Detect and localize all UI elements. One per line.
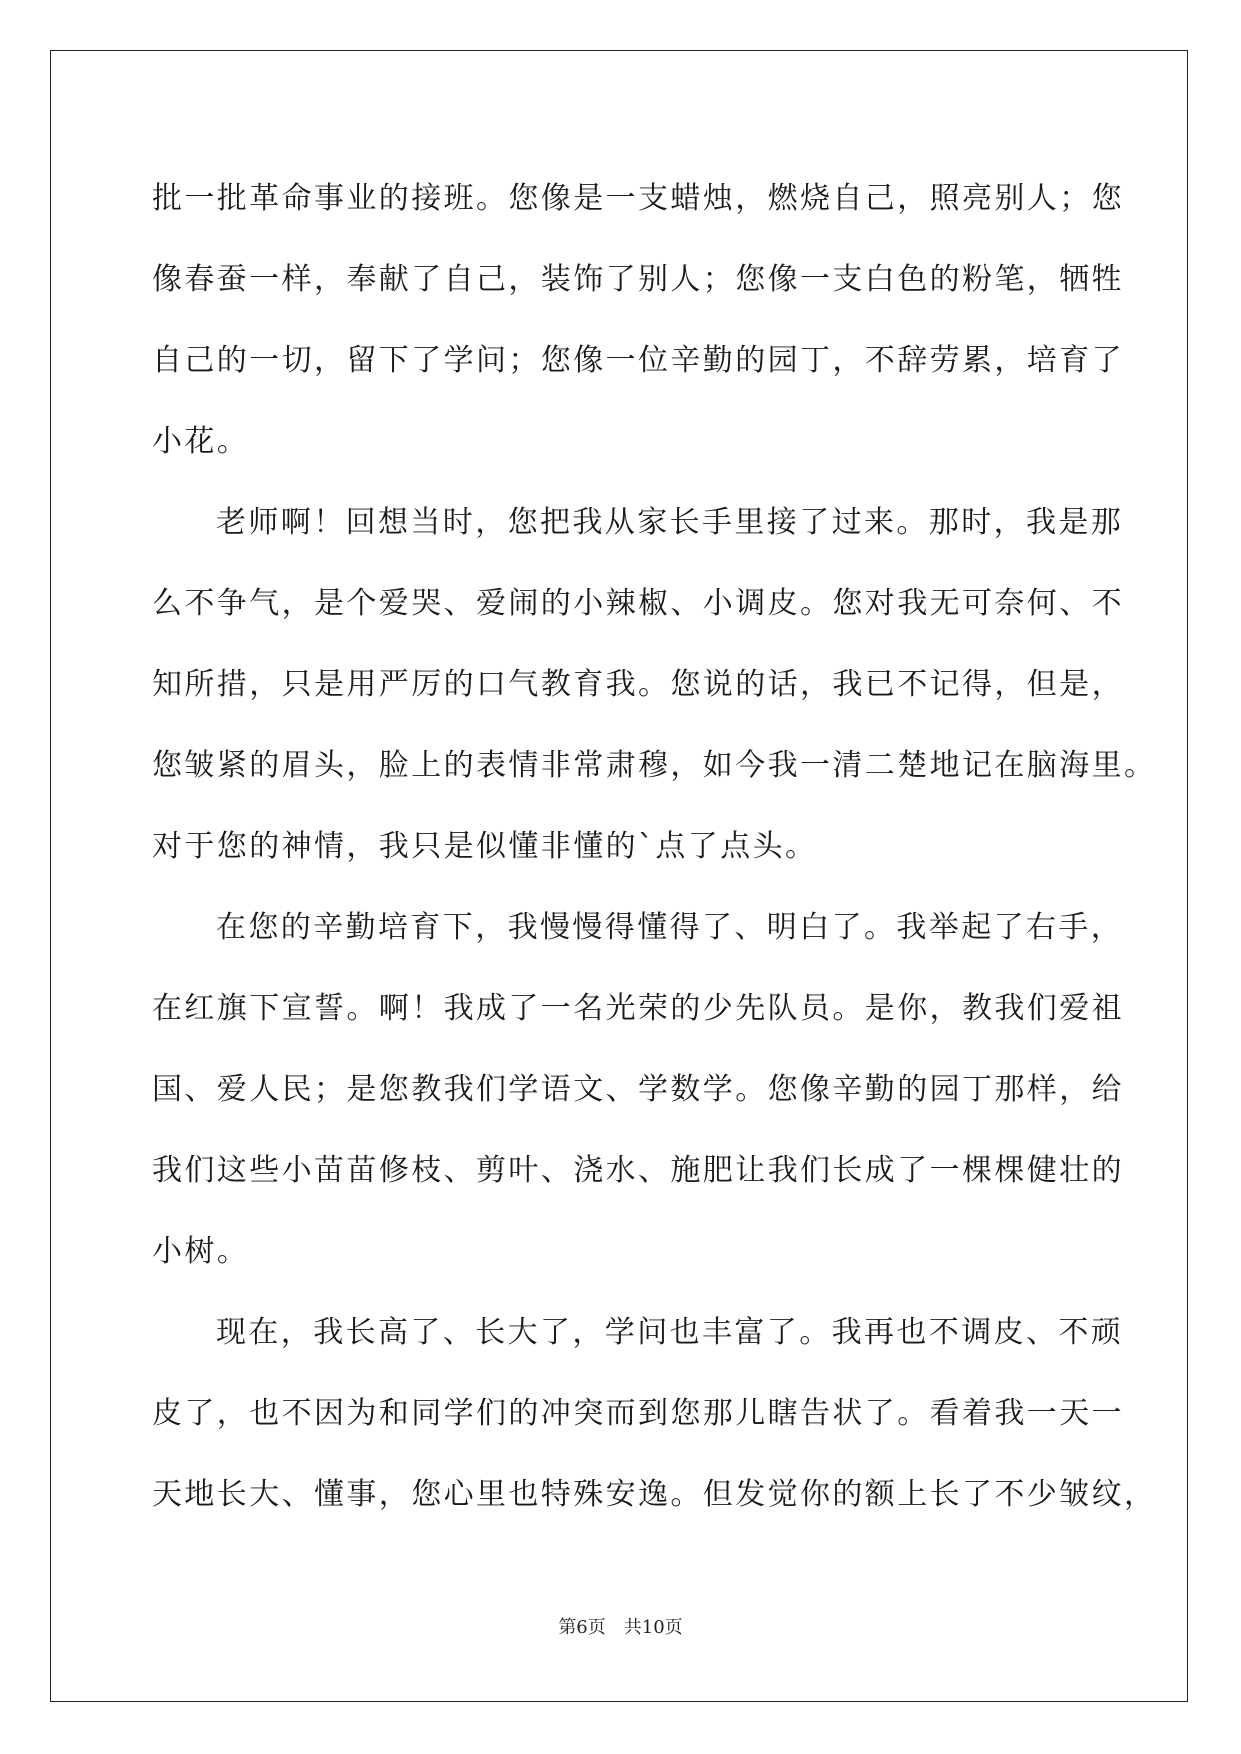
paragraph-first-line: 在您的辛勤培育下，我慢慢得懂得了、明白了。我举起了右手，: [216, 910, 1124, 945]
paragraph-first-line: 现在，我长高了、长大了，学问也丰富了。我再也不调皮、不顽: [216, 1315, 1124, 1350]
paragraph-first-line: 老师啊！回想当时，您把我从家长手里接了过来。那时，我是那: [216, 505, 1124, 540]
text-line: 天地长大、懂事，您心里也特殊安逸。但发觉你的额上长了不少皱纹，: [152, 1477, 1157, 1512]
text-line: 国、爱人民；是您教我们学语文、学数学。您像辛勤的园丁那样，给: [152, 1072, 1124, 1107]
text-line: 么不争气，是个爱哭、爱闹的小辣椒、小调皮。您对我无可奈何、不: [152, 586, 1124, 621]
text-line: 批一批革命事业的接班。您像是一支蜡烛，燃烧自己，照亮别人；您: [152, 181, 1124, 216]
text-line: 在红旗下宣誓。啊！我成了一名光荣的少先队员。是你，教我们爱祖: [152, 991, 1124, 1026]
text-line: 自己的一切，留下了学问；您像一位辛勤的园丁，不辞劳累，培育了: [152, 343, 1124, 378]
text-line: 您皱紧的眉头，脸上的表情非常肃穆，如今我一清二楚地记在脑海里。: [152, 748, 1157, 783]
page-footer: [0, 1613, 1241, 1639]
text-line: 像春蚕一样，奉献了自己，装饰了别人；您像一支白色的粉笔，牺牲: [152, 262, 1124, 297]
text-line: 知所措，只是用严厉的口气教育我。您说的话，我已不记得，但是，: [152, 667, 1124, 702]
text-line: 对于您的神情，我只是似懂非懂的`点了点头。: [152, 829, 818, 864]
text-line: 小树。: [152, 1234, 250, 1269]
text-line: 我们这些小苗苗修枝、剪叶、浇水、施肥让我们长成了一棵棵健壮的: [152, 1153, 1124, 1188]
text-line: 皮了，也不因为和同学们的冲突而到您那儿瞎告状了。看着我一天一: [152, 1396, 1124, 1431]
document-body: [152, 158, 1157, 1535]
page-number-current: 第6页: [558, 1617, 606, 1638]
page-number-total: 共10页: [623, 1617, 683, 1638]
text-line: 小花。: [152, 424, 250, 459]
